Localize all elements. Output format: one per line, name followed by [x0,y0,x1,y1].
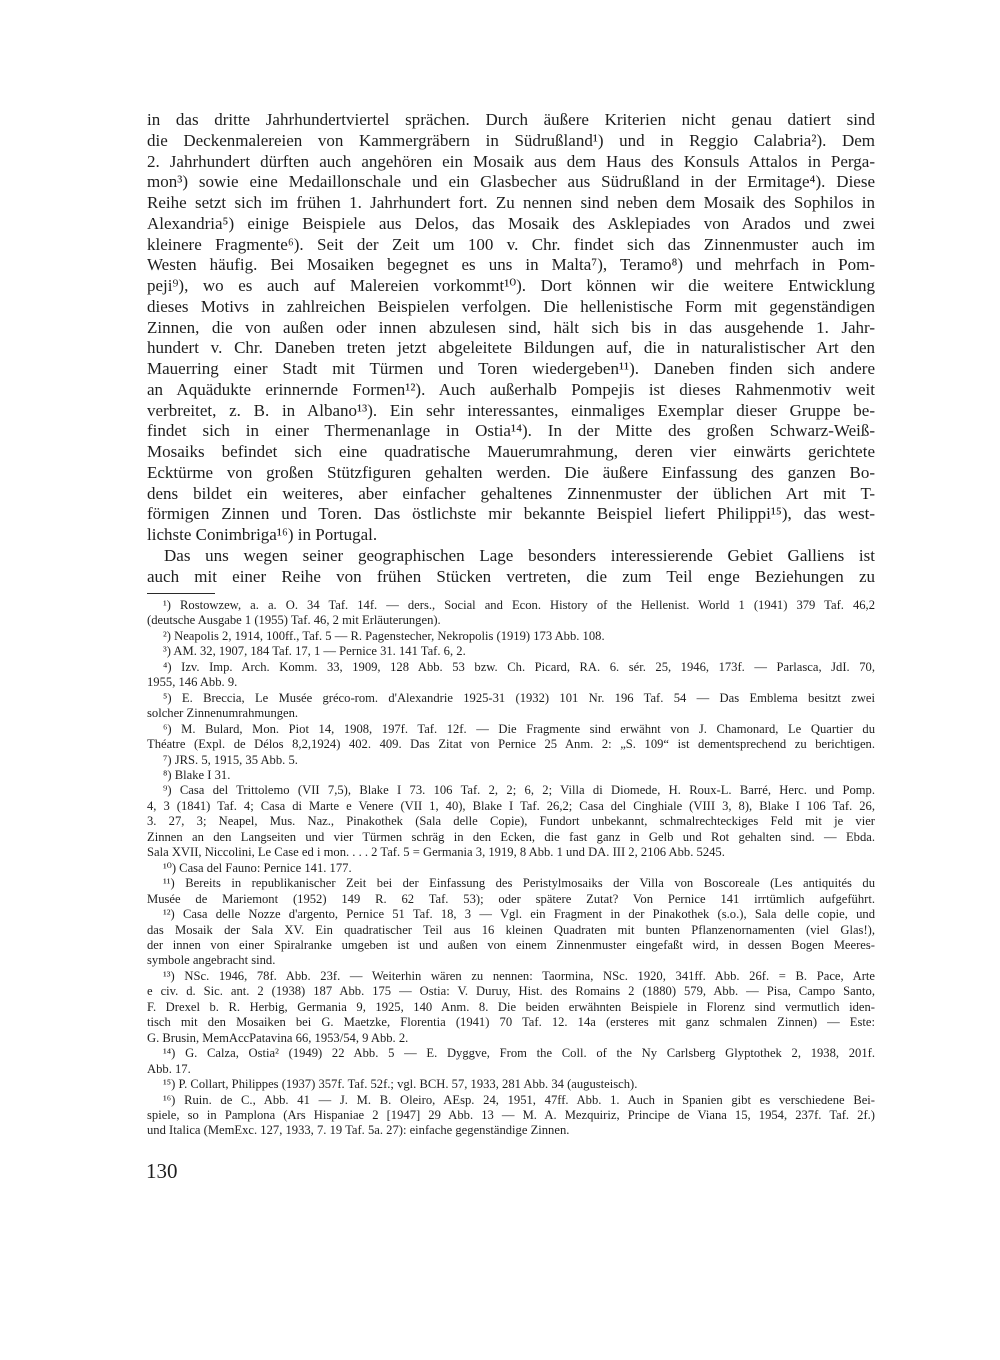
body-line: 2. Jahrhundert dürften auch angehören ein Mosaik aus dem Haus des Konsuls Attalos in Perga- [147,151,875,171]
footnote-line: tisch mit den Mosaiken bei G. Maetzke, Florentia (1941) 70 Taf. 12. 14a (ersteres mit ganz schmalen Zinnen) — Este: [147,1015,875,1030]
footnote-line: symbole angebracht sind. [147,953,276,968]
footnote [147,1046,875,1077]
footnotes [147,598,875,1139]
footnote [147,629,875,644]
footnote-line: ³) AM. 32, 1907, 184 Taf. 17, 1 — Pernice 31. 141 Taf. 6, 2. [163,644,466,659]
footnote-line: F. Drexel b. R. Herbig, Germania 9, 1925, 140 Anm. 8. Die beiden erwähnten Beispiele in Florenz sind vermutlich iden- [147,999,875,1014]
body-line: Ecktürme von großen Stützfiguren gehalten werden. Die äußere Einfassung des ganzen Bo- [147,462,875,482]
body-line: dieses Motivs in zahlreichen Beispielen verfolgen. Die hellenistische Form mit gegenständigen [147,296,875,316]
footnote-line: ¹⁰) Casa del Fauno: Pernice 141. 177. [163,860,352,875]
body-line: verbreitet, z. B. in Albano¹³). Ein sehr interessantes, einmaliges Exemplar dieser Gruppe be- [147,400,875,420]
footnote-line: Théatre (Expl. de Délos 8,2,1924) 402. 409. Das Zitat von Pernice 25 Anm. 2: „S. 109“ ist dementsprechend zu berichtigen. [147,737,875,752]
paragraph [147,546,875,588]
footnote-line: 4, 3 (1841) Taf. 4; Casa di Marte e Venere (VII 1, 40), Blake I Taf. 26,2; Casa del Cinghiale (VIII 3, 8), Blake I 106 Taf. 26, [147,798,875,813]
footnote [147,876,875,907]
body-line: die Deckenmalereien von Kammergräbern in Südrußland¹) und in Reggio Calabria²). Dem [147,130,875,150]
footnote-line: ⁹) Casa del Trittolemo (VII 7,5), Blake I 73. 106 Taf. 2, 2; 6, 2; Villa di Diomede, H. Roux-L. Barré, Herc. und Pomp. [163,783,875,798]
body-line: mon³) sowie eine Medaillonschale und ein Glasbecher aus Südrußland in der Ermitage⁴). Diese [147,172,875,192]
footnote-line: G. Brusin, MemAccPatavina 66, 1953/54, 9 Abb. 2. [147,1030,409,1045]
body-line: an Aquädukte erinnernde Formen¹²). Auch außerhalb Pompejis ist dieses Rahmenmotiv weit [147,379,875,399]
footnote-line: das Mosaik der Sala XV. Ein quadratischer Teil aus 16 kleinen Quadraten mit bunten Pflanzenornamenten (viel Glas!), [147,922,875,937]
footnote [147,691,875,722]
body-line: kleinere Fragmente⁶). Seit der Zeit um 100 v. Chr. findet sich das Zinnenmuster auch im [147,234,875,254]
body-line: hundert v. Chr. Daneben treten jetzt abgeleitete Bildungen auf, die in naturalistischer Art den [147,338,875,358]
footnote [147,722,875,753]
footnote [147,783,875,860]
footnote-line: ¹²) Casa delle Nozze d'argento, Pernice 51 Taf. 18, 3 — Vgl. ein Fragment in der Pinakothek (s.o.), Sala delle copie, und [163,907,875,922]
body-line: dens bildet ein weiteres, aber einfacher gehaltenes Zinnenmuster der üblichen Art mit T- [147,483,875,503]
footnote-line: der innen von einer Spiralranke umgeben ist und außen von einem Zinnenmuster eingefaßt wird, in dessen Bogen Meeres- [147,937,875,952]
footnote-line: Sala XVII, Niccolini, Le Case ed i mon. . . . 2 Taf. 5 = Germania 3, 1919, 8 Abb. 1 und DA. III 2, 2106 Abb. 5245. [147,845,725,860]
footnote [147,1093,875,1139]
footnote-line: Abb. 17. [147,1061,191,1076]
footnote [147,598,875,629]
body-line: peji⁹), wo es auch auf Malereien vorkommt¹⁰). Dort können wir die weitere Entwicklung [147,276,875,295]
footnote [147,660,875,691]
footnote-line: ⁸) Blake I 31. [163,767,231,782]
body-line: Zinnen, die von außen oder innen abzulesen sind, hält sich bis in das ausgehende 1. Jahr- [147,317,875,337]
body-line: findet sich in einer Thermenanlage in Ostia¹⁴). In der Mitte des großen Schwarz-Weiß- [147,421,875,441]
footnote [147,768,875,783]
footnote-line: ¹) Rostowzew, a. a. O. 34 Taf. 14f. — ders., Social and Econ. History of the Hellenist. World 1 (1941) 379 Taf. 46,2 [163,598,875,612]
footnote-line: 3. 27, 3; Neapel, Mus. Naz., Pinakothek (Sala delle Copie), Fundort unbekannt, schmalrechteckiges Feld mit je vier [147,814,875,829]
footnote-line: ⁴) Izv. Imp. Arch. Komm. 33, 1909, 128 Abb. 53 bzw. Ch. Picard, RA. 6. sér. 25, 1946, 173f. — Parlasca, JdI. 70, [163,659,875,674]
footnote-line: Zinnen an den Langseiten und vier Türmen schräg in den Ecken, die fast ganz in Gelb und Rot gehalten sind. — Ebda. [147,829,875,844]
body-line: Mosaiks befindet sich eine quadratische Mauerumrahmung, deren vier einwärts gerichtete [147,442,875,461]
footnote-line: und Italica (MemExc. 127, 1933, 7. 19 Taf. 5a. 27): einfache gegenständige Zinnen. [147,1123,570,1138]
body-line: Reihe setzt sich im frühen 1. Jahrhundert fort. Zu nennen sind neben dem Mosaik des Sophilos in [147,193,875,212]
footnote-line: ⁷) JRS. 5, 1915, 35 Abb. 5. [163,752,298,767]
footnote-line: ¹³) NSc. 1946, 78f. Abb. 23f. — Weiterhin wären zu nennen: Taormina, NSc. 1920, 341ff. Abb. 26f. = B. Pace, Arte [163,968,875,983]
body-line: in das dritte Jahrhundertviertel sprächen. Durch äußere Kriterien nicht genau datiert sind [147,110,875,129]
page-number: 130 [146,1159,178,1183]
footnote-line: (deutsche Ausgabe 1 (1955) Taf. 46, 2 mit Erläuterungen). [147,613,441,628]
footnote-line: 1955, 146 Abb. 9. [147,675,238,690]
body-line: Alexandria⁵) einige Beispiele aus Delos, das Mosaik des Asklepiades von Arados und zwei [147,213,875,233]
body-line: Westen häufig. Bei Mosaiken begegnet es uns in Malta⁷), Teramo⁸) und mehrfach in Pom- [147,255,875,275]
footnote-line: Musée de Mariemont (1952) 149 R. 62 Taf. 53); oder spätere Zutat? Von Pernice 141 irrtümlich aufgeführt. [147,891,875,906]
body-line: Das uns wegen seiner geographischen Lage besonders interessierende Gebiet Galliens ist [164,545,875,565]
footnote [147,907,875,969]
footnote-line: ¹⁴) G. Calza, Ostia² (1949) 22 Abb. 5 — E. Dyggve, From the Coll. of the Ny Carlsberg Glyptothek 2, 1938, 201f. [163,1046,875,1061]
footnote-line: solcher Zinnenumrahmungen. [147,706,299,721]
footnote-divider [147,593,215,594]
footnote [147,753,875,768]
footnote [147,969,875,1046]
footnote-line: ¹¹) Bereits in republikanischer Zeit bei der Einfassung des Peristylmosaiks der Villa von Boscoreale (Les antiquités du [163,876,875,891]
paragraph [147,110,875,546]
body-line: förmigen Zinnen und Toren. Das östlichste mir bekannte Beispiel liefert Philippi¹⁵), das west- [147,504,875,524]
footnote-line: ¹⁵) P. Collart, Philippes (1937) 357f. Taf. 52f.; vgl. BCH. 57, 1933, 281 Abb. 34 (augusteisch). [163,1077,638,1092]
footnote-line: ¹⁶) Ruin. de C., Abb. 41 — J. M. B. Oleiro, AEsp. 24, 1951, 47ff. Abb. 1. Auch in Spanien gibt es verschiedene Bei- [163,1092,875,1107]
footnote-line: ⁶) M. Bulard, Mon. Piot 14, 1908, 197f. Taf. 12f. — Die Fragmente sind erwähnt von J. Chamonard, Le Quartier du [163,721,875,736]
footnote [147,644,875,659]
footnote-line: ²) Neapolis 2, 1914, 100ff., Taf. 5 — R. Pagenstecher, Nekropolis (1919) 173 Abb. 108. [163,628,605,643]
main-text [147,110,875,587]
body-line: auch mit einer Reihe von frühen Stücken vertreten, die zum Teil enge Beziehungen zu [147,566,875,586]
footnote [147,861,875,876]
body-line: lichste Conimbriga¹⁶) in Portugal. [147,525,378,544]
body-line: Mauerring einer Stadt mit Türmen und Toren wiedergeben¹¹). Daneben finden sich andere [147,359,875,378]
footnote-line: ⁵) E. Breccia, Le Musée gréco-rom. d'Alexandrie 1925-31 (1932) 101 Nr. 196 Taf. 54 — Das Emblema besitzt zwei [163,690,875,705]
footnote [147,1077,875,1092]
footnote-line: spiele, so in Pamplona (Ars Hispaniae 2 [1947] 29 Abb. 13 — M. A. Mezquiriz, Principe de Viana 15, 1954, 237f. Taf. 2f.) [147,1107,875,1122]
footnote-line: e civ. d. Sic. ant. 2 (1938) 187 Abb. 175 — Ostia: V. Duruy, Hist. des Romains 2 (1880) 579, Abb. — Pisa, Campo Santo, [147,984,875,999]
